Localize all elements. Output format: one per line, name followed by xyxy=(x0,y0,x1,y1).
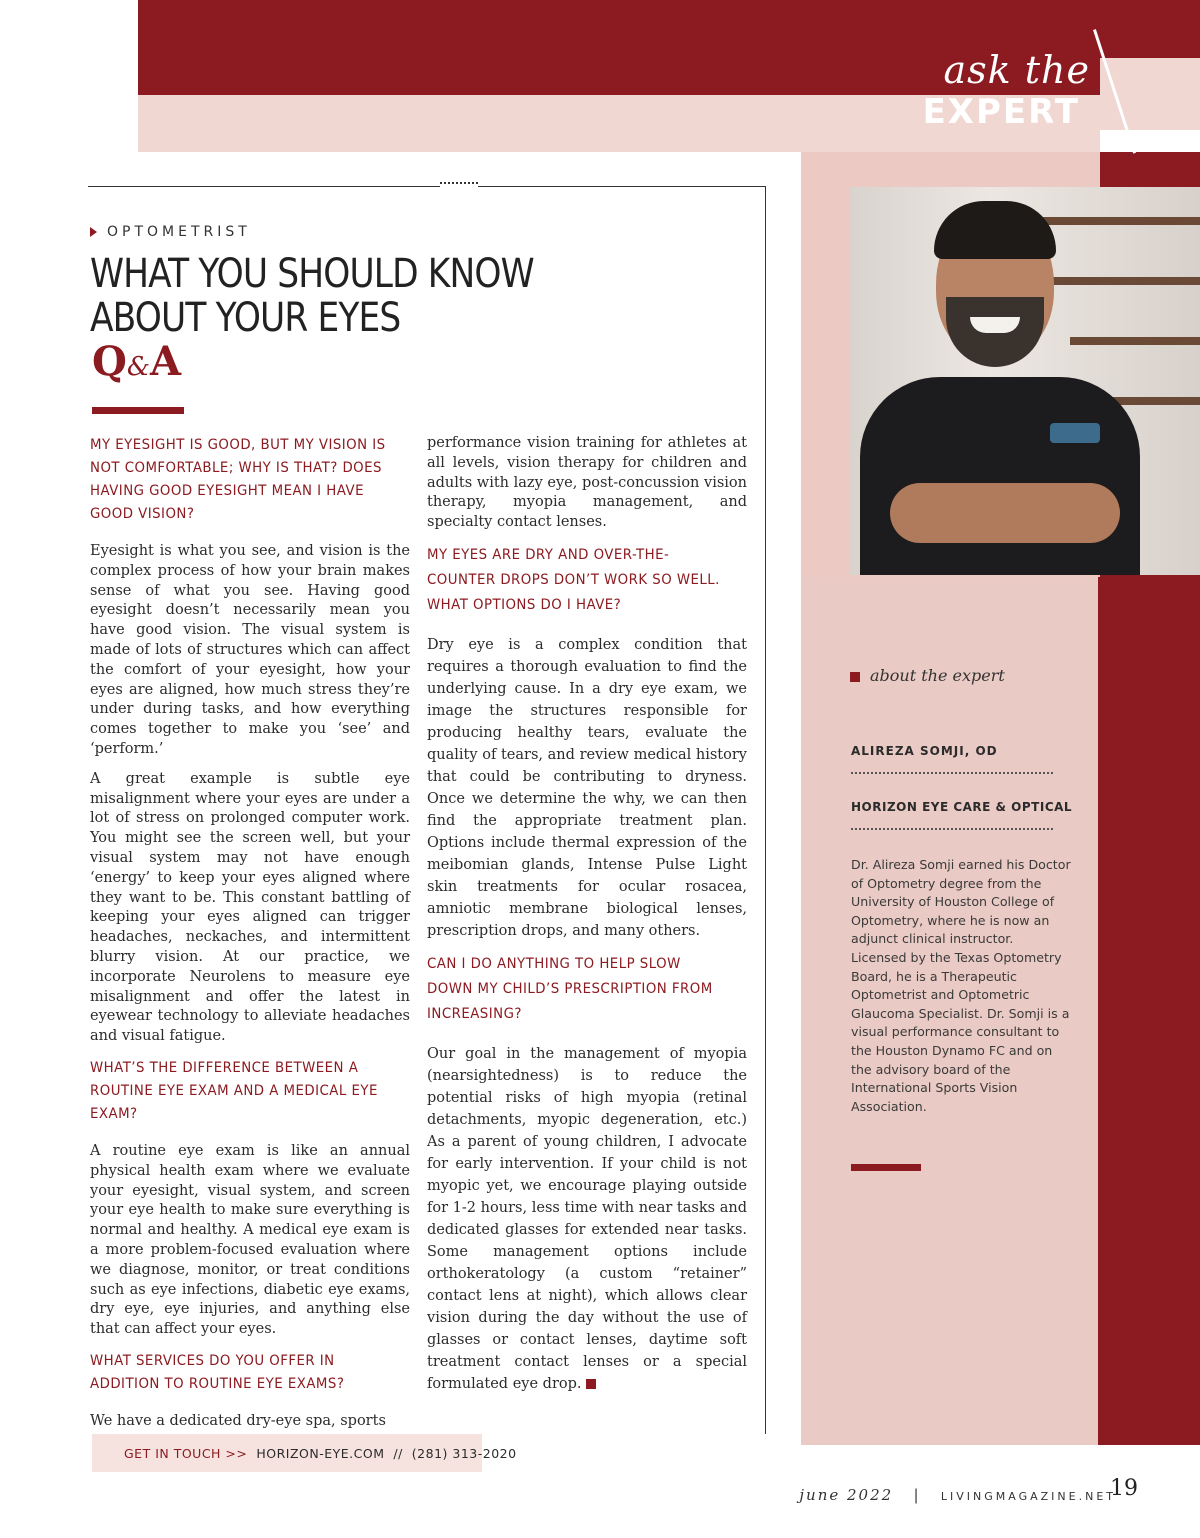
lower-right-red xyxy=(1098,577,1200,1445)
article-column-left xyxy=(90,434,410,1432)
about-label-text: about the expert xyxy=(870,666,1005,685)
qa-amp: & xyxy=(126,352,150,382)
qa-mark xyxy=(92,338,181,385)
bio-rule xyxy=(851,1164,921,1171)
answer-4: Dry eye is a complex condition that requires a thorough evaluation to find the underlying cause. In a dry eye exam, we image the structures responsible for producing healthy tears, evaluate the quality of tears, and review medical history that could be contributing to dryness. Once we determine the why, we can then find the appropriate treatment plan. Options include thermal expression of the meibomian glands, Intense Pulse Light skin treatments for ocular rosacea, amniotic membrane biological lenses, prescription drops, and many others. xyxy=(427,636,747,939)
answer-2: A routine eye exam is like an annual physical health exam where we evaluate your eyesight, visual system, and screen your eye health to make sure everything is normal and healthy. A medical eye exam is a more problem-focused evaluation where we diagnose, monitor, or treat conditions such as eye infections, diabetic eye exams, dry eye, eye injuries, and anything else that can affect your eyes. xyxy=(90,1142,410,1338)
folio-separator: | xyxy=(913,1486,921,1504)
answer-3-start: We have a dedicated dry-eye spa, sports xyxy=(90,1412,386,1429)
get-in-touch-label: GET IN TOUCH >> xyxy=(124,1446,248,1461)
question-5: CAN I DO ANYTHING TO HELP SLOW DOWN MY CHILD’S PRESCRIPTION FROM INCREASING? xyxy=(427,955,713,1022)
folio-site[interactable]: LIVINGMAGAZINE.NET xyxy=(940,1490,1116,1503)
footer-contact xyxy=(124,1446,517,1461)
answer-1-paragraph-2: A great example is subtle eye misalignment where your eyes are under a lot of stress on prolonged computer work. You might see the screen well, but your visual system may not have enough ‘energy’ to keep your eyes aligned where they want to be. This constant battling of keeping your eyes aligned can trigger headaches, neckaches, and intermittent blurry vision. At our practice, we incorporate Neurolens to measure eye misalignment and offer the latest in eyewear technology to alleviate headaches and visual fatigue. xyxy=(90,770,410,1045)
dotted-divider xyxy=(851,772,1053,774)
answer-5-text: Our goal in the management of myopia (nearsightedness) is to reduce the potential risks of high myopia (retinal detachments, myopic degeneration, etc.) As a parent of young children, I advocate for early intervention. If your child is not myopic yet, we encourage playing outside for 1-2 hours, less time with near tasks and dedicated glasses for extended near tasks. Some management options include orthokeratology (a custom “retainer” contact lens at night), which allows clear vision during the day without the use of glasses or contact lenses, daytime soft treatment contact lenses or a special formulated eye drop. xyxy=(427,1045,747,1392)
about-square-icon xyxy=(850,672,860,682)
question-4: MY EYES ARE DRY AND OVER-THE-COUNTER DROPS DON’T WORK SO WELL. WHAT OPTIONS DO I HAVE? xyxy=(427,546,720,613)
photo-shelf xyxy=(1070,337,1200,345)
banner-expert: EXPERT xyxy=(922,92,1080,132)
article-headline xyxy=(90,252,537,340)
article-column-middle xyxy=(427,434,747,1395)
qa-q: Q xyxy=(92,338,127,385)
expert-practice: HORIZON EYE CARE & OPTICAL xyxy=(851,800,1073,814)
question-3: WHAT SERVICES DO YOU OFFER IN ADDITION TO ROUTINE EYE EXAMS? xyxy=(90,1352,345,1392)
qa-a: A xyxy=(150,338,182,385)
answer-1-paragraph-1: Eyesight is what you see, and vision is the complex process of how your brain makes sense of what you see. Having good eyesight doesn’t necessarily mean you have good vision. The visual system is made of lots of structures which can affect the comfort of your eyesight, how your eyes are aligned, how much stress they’re under during tasks, and how everything comes together to make you ‘see’ and ‘perform.’ xyxy=(90,543,410,757)
kicker-arrow-icon xyxy=(90,227,97,237)
answer-3-continued: performance vision training for athletes at all levels, vision therapy for children and adults with lazy eye, post-concussion vision therapy, myopia management, and specialty contact lenses. xyxy=(427,435,747,531)
contact-info[interactable]: HORIZON-EYE.COM // (281) 313-2020 xyxy=(256,1446,517,1461)
frame-dotted-gap xyxy=(440,182,478,190)
photo-shirt xyxy=(860,377,1140,575)
expert-photo xyxy=(850,187,1200,575)
shirt-logo-icon xyxy=(1050,423,1100,443)
headline-rule xyxy=(92,407,184,414)
page-number: 19 xyxy=(1110,1476,1138,1501)
expert-name: ALIREZA SOMJI, OD xyxy=(851,744,998,758)
folio-month: june 2022 xyxy=(799,1486,894,1504)
answer-5 xyxy=(427,1043,747,1395)
about-the-expert-label xyxy=(850,666,1005,685)
photo-shelf xyxy=(1050,277,1200,285)
banner-ask-the: ask the xyxy=(943,48,1090,92)
dotted-divider xyxy=(851,828,1053,830)
kicker-text: OPTOMETRIST xyxy=(107,224,251,240)
end-mark-icon xyxy=(586,1379,596,1389)
question-1: MY EYESIGHT IS GOOD, BUT MY VISION IS NOT COMFORTABLE; WHY IS THAT? DOES HAVING GOOD EYESIGHT MEAN I HAVE GOOD VISION? xyxy=(90,437,386,522)
folio xyxy=(799,1486,1116,1504)
expert-bio: Dr. Alireza Somji earned his Doctor of Optometry degree from the University of Houston College of Optometry, where he is now an adjunct clinical instructor. Licensed by the Texas Optometry Board, he is a Therapeutic Optometrist and Optometric Glaucoma Specialist. Dr. Somji is a visual performance consultant to the Houston Dynamo FC and on the advisory board of the International Sports Vision Association. xyxy=(851,857,1071,1114)
question-2: WHAT’S THE DIFFERENCE BETWEEN A ROUTINE EYE EXAM AND A MEDICAL EYE EXAM? xyxy=(90,1059,378,1122)
article-kicker xyxy=(90,224,251,240)
headline-line-2: ABOUT YOUR EYES xyxy=(90,295,401,341)
photo-hair xyxy=(934,201,1056,259)
headline-line-1: WHAT YOU SHOULD KNOW xyxy=(90,251,534,297)
photo-arms xyxy=(890,483,1120,543)
